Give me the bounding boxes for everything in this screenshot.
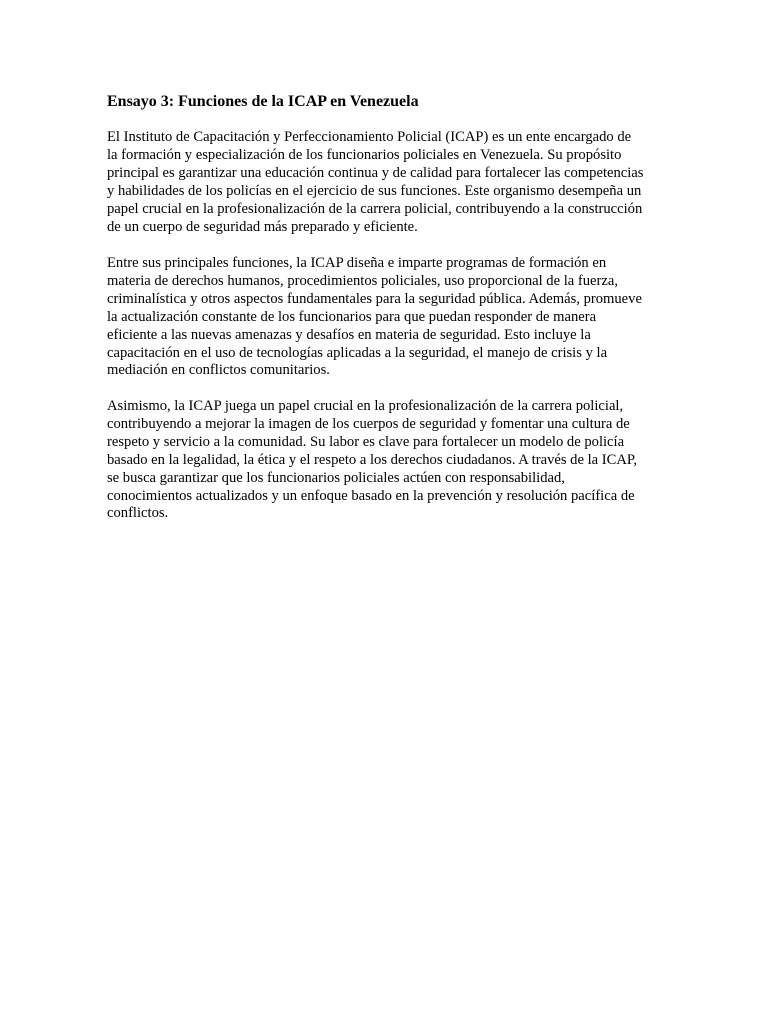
paragraph-line: criminalística y otros aspectos fundamentales para la seguridad pública. Además, promueve xyxy=(107,290,642,307)
paragraph-line: conflictos. xyxy=(107,505,169,522)
paragraph-2 xyxy=(107,255,663,380)
paragraph-line: se busca garantizar que los funcionarios policiales actúen con responsabilidad, xyxy=(107,469,565,486)
paragraph-line: la formación y especialización de los funcionarios policiales en Venezuela. Su propósito xyxy=(107,146,622,163)
paragraph-1 xyxy=(107,129,663,236)
paragraph-line: materia de derechos humanos, procedimientos policiales, uso proporcional de la fuerza, xyxy=(107,272,619,289)
paragraph-line: eficiente a las nuevas amenazas y desafíos en materia de seguridad. Esto incluye la xyxy=(107,326,591,343)
paragraph-line: contribuyendo a mejorar la imagen de los cuerpos de seguridad y fomentar una cultura de xyxy=(107,415,630,432)
paragraph-line: y habilidades de los policías en el ejercicio de sus funciones. Este organismo desempeña un xyxy=(107,182,642,199)
paragraph-line: Asimismo, la ICAP juega un papel crucial en la profesionalización de la carrera policial, xyxy=(107,398,624,414)
paragraph-line: la actualización constante de los funcionarios para que puedan responder de manera xyxy=(107,308,597,325)
paragraph-line: Entre sus principales funciones, la ICAP diseña e imparte programas de formación en xyxy=(107,255,607,271)
paragraph-line: basado en la legalidad, la ética y el respeto a los derechos ciudadanos. A través de la ICAP, xyxy=(107,451,638,468)
paragraph-line: capacitación en el uso de tecnologías aplicadas a la seguridad, el manejo de crisis y la xyxy=(107,344,608,361)
essay-title: Ensayo 3: Funciones de la ICAP en Venezuela xyxy=(107,93,419,110)
paragraph-line: papel crucial en la profesionalización de la carrera policial, contribuyendo a la construcción xyxy=(107,200,643,217)
paragraph-line: mediación en conflictos comunitarios. xyxy=(107,362,330,379)
paragraph-line: El Instituto de Capacitación y Perfeccionamiento Policial (ICAP) es un ente encargado de xyxy=(107,129,632,145)
paragraph-line: principal es garantizar una educación continua y de calidad para fortalecer las competencias xyxy=(107,164,644,181)
paragraph-line: de un cuerpo de seguridad más preparado y eficiente. xyxy=(107,218,418,235)
paragraph-line: conocimientos actualizados y un enfoque basado en la prevención y resolución pacífica de xyxy=(107,487,635,504)
paragraph-line: respeto y servicio a la comunidad. Su labor es clave para fortalecer un modelo de policía xyxy=(107,433,625,450)
paragraph-3 xyxy=(107,398,663,523)
